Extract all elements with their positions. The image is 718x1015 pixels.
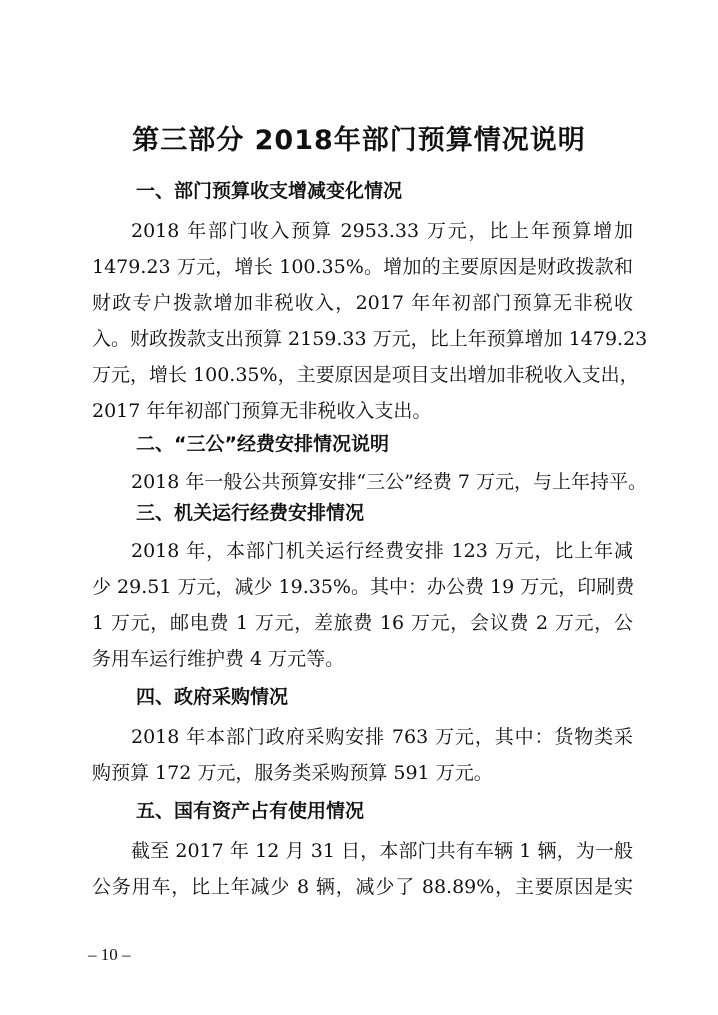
paragraph-line: 财政专户拨款增加非税收入，2017 年年初部门预算无非税收	[92, 292, 633, 314]
paragraph-line: 万元，增长 100.35%，主要原因是项目支出增加非税收入支出，	[92, 364, 639, 386]
paragraph-line: 2018 年本部门政府采购安排 763 万元，其中：货物类采	[131, 726, 633, 748]
paragraph-line: 务用车运行维护费 4 万元等。	[92, 648, 345, 670]
paragraph-line: 1479.23 万元，增长 100.35%。增加的主要原因是财政拨款和	[92, 256, 633, 278]
section-heading-1: 一、部门预算收支增减变化情况	[136, 180, 403, 202]
paragraph-line: 少 29.51 万元，减少 19.35%。其中：办公费 19 万元，印刷费	[92, 576, 635, 598]
section-heading-2: 二、“三公”经费安排情况说明	[136, 433, 389, 455]
section-heading-3: 三、机关运行经费安排情况	[136, 502, 365, 524]
paragraph-line: 2018 年，本部门机关运行经费安排 123 万元，比上年减	[131, 540, 633, 562]
paragraph-line: 公务用车，比上年减少 8 辆，减少了 88.89%，主要原因是实	[92, 876, 633, 898]
paragraph-line: 截至 2017 年 12 月 31 日，本部门共有车辆 1 辆，为一般	[131, 840, 633, 862]
page-title: 第三部分 2018年部门预算情况说明	[132, 125, 586, 156]
page-number: – 10 –	[88, 945, 131, 964]
paragraph-line: 2018 年部门收入预算 2953.33 万元，比上年预算增加	[131, 220, 633, 242]
paragraph-line: 2017 年年初部门预算无非税收入支出。	[92, 400, 432, 422]
paragraph-line: 1 万元，邮电费 1 万元，差旅费 16 万元，会议费 2 万元，公	[92, 612, 633, 634]
section-heading-4: 四、政府采购情况	[136, 686, 289, 708]
paragraph-line: 入。财政拨款支出预算 2159.33 万元，比上年预算增加 1479.23	[92, 328, 648, 350]
paragraph-line: 2018 年一般公共预算安排“三公”经费 7 万元，与上年持平。	[131, 471, 647, 493]
paragraph-line: 购预算 172 万元，服务类采购预算 591 万元。	[92, 762, 493, 784]
section-heading-5: 五、国有资产占有使用情况	[136, 800, 365, 822]
